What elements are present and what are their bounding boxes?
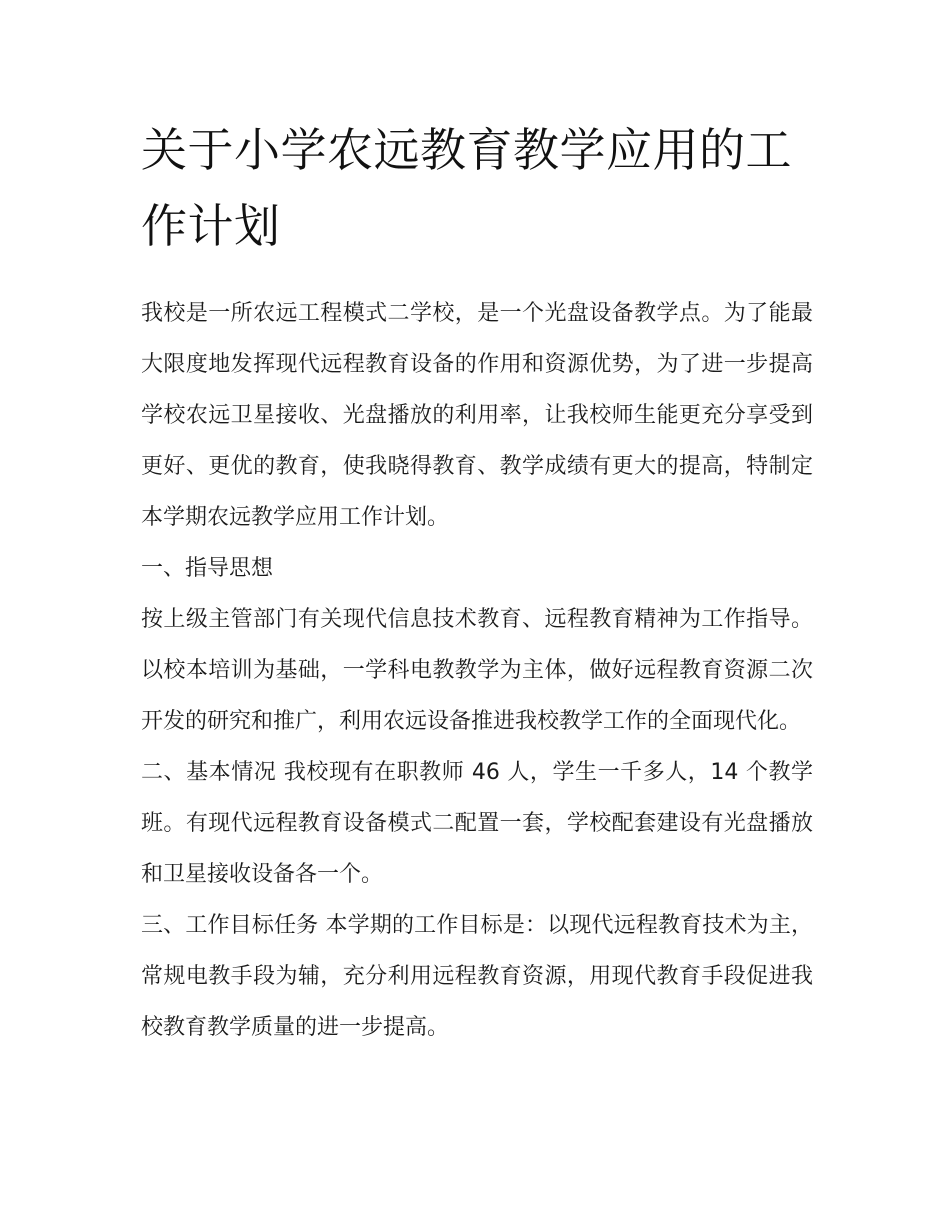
basic-situation-paragraph: 二、基本情况 我校现有在职教师 46 人，学生一千多人，14 个教学班。有现代远程教育设备模式二配置一套，学校配套建设有光盘播放和卫星接收设备各一个。 bbox=[141, 760, 813, 887]
intro-paragraph: 我校是一所农远工程模式二学校，是一个光盘设备教学点。为了能最大限度地发挥现代远程教育设备的作用和资源优势，为了进一步提高学校农远卫星接收、光盘播放的利用率，让我校师生能更充分享受到更好、更优的教育，使我晓得教育、教学成绩有更大的提高，特制定本学期农远教学应用工作计划。 bbox=[141, 301, 813, 530]
guiding-ideology-paragraph: 按上级主管部门有关现代信息技术教育、远程教育精神为工作指导。以校本培训为基础，一学科电教教学为主体，做好远程教育资源二次开发的研究和推广，利用农远设备推进我校教学工作的全面现代化。 bbox=[141, 607, 813, 734]
section-heading-guiding-ideology: 一、指导思想 bbox=[141, 556, 274, 581]
work-goals-paragraph: 三、工作目标任务 本学期的工作目标是：以现代远程教育技术为主，常规电教手段为辅，充分利用远程教育资源，用现代教育手段促进我校教育教学质量的进一步提高。 bbox=[141, 913, 813, 1040]
document-body bbox=[141, 112, 813, 1053]
document-title: 关于小学农远教育教学应用的工作计划 bbox=[141, 123, 792, 253]
